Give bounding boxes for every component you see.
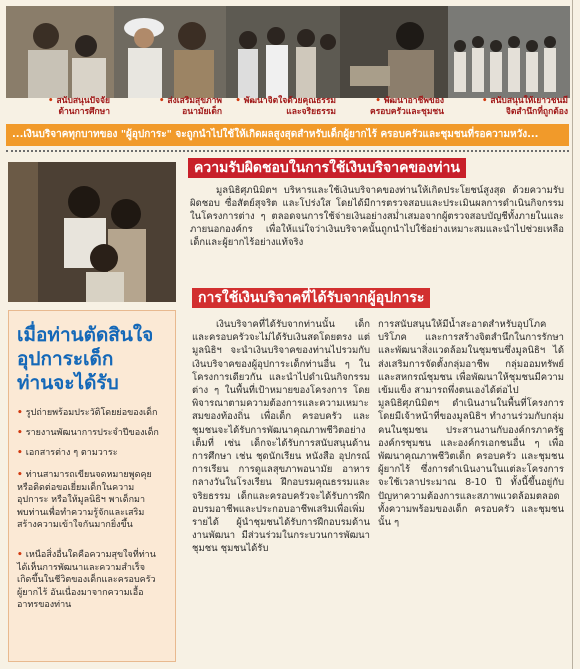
benefit-item-text: รูปถ่ายพร้อมประวัติโดยย่อของเด็ก — [25, 408, 158, 418]
banner-tagline: ...เงินบริจาคทุกบาทของ "ผู้อุปการะ" จะถูกนำไปใช้ให้เกิดผลสูงสุดสำหรับเด็กผู้ยากไร้ ครอบครัวและชุมชนที่รอความหวัง... — [6, 124, 569, 146]
benefit-item-text: รายงานพัฒนาการประจำปีของเด็ก — [25, 428, 159, 438]
benefits-box — [8, 310, 176, 662]
photo-education — [6, 6, 114, 98]
caption-livelihood: • พัฒนาอาชีพของ ครอบครัวและชุมชน — [370, 96, 444, 117]
caption-morality: • พัฒนาจิตใจด้วยคุณธรรม และจริยธรรม — [235, 96, 336, 117]
caption-health: • ส่งเสริมสุขภาพ อนามัยเด็ก — [159, 96, 222, 117]
benefit-item-text: เหนือสิ่งอื่นใดคือความสุขใจที่ท่าน ได้เห็นการพัฒนาและความสำเร็จ เกิดขึ้นในชีวิตของเด็กและครอบครัว ผู้ยากไร้ อันเนื่องมาจากความเอื้อ อาทรของท่าน — [17, 550, 156, 610]
benefits-heading: เมื่อท่านตัดสินใจ อุปการะเด็ก ท่านจะได้รับ — [17, 324, 154, 394]
section2-column-2: การสนับสนุนให้มีน้ำสะอาดสำหรับอุปโภคบริโภค และการสร้างจิตสำนึกในการรักษาและพัฒนาสิ่งแวดล้อมในชุมชนซึ่งมูลนิธิฯ ได้ส่งเสริมการจัดตั้งกลุ่มอาชีพ กลุ่มออมทรัพย์และสหกรณ์ชุมชน เพื่อพัฒนาให้ชุมชนมีความเข้มแข็ง สามารถพึ่งตนเองได้ต่อไป มูลนิธิศุภนิมิตฯ ดำเนินงานในพื้นที่โครงการโดยมีเจ้าหน้าที่ของมูลนิธิฯ ทำงานร่วมกับกลุ่มคนในชุมชน ประสานงานกับองค์กรภาครัฐ องค์กรชุมชน และองค์กรเอกชนอื่น ๆ เพื่อพัฒนาคุณภาพชีวิตเด็ก ครอบครัว และชุมชนผู้ยากไร้ ซึ่งการดำเนินงานในแต่ละโครงการจะใช้เวลาประมาณ 8-10 ปี ทั้งนี้ขึ้นอยู่กับปัญหาความต้องการและสภาพแวดล้อมตลอดทั้งความพร้อมของเด็ก ครอบครัว และชุมชนนั้น ๆ — [378, 319, 564, 529]
caption-youth: • สนับสนุนให้เยาวชนมี จิตสำนึกที่ถูกต้อง — [482, 96, 568, 117]
photo-livelihood — [340, 6, 448, 98]
benefit-item: • เอกสารต่าง ๆ ตามวาระ — [17, 448, 118, 458]
caption-morality-text: พัฒนาจิตใจด้วยคุณธรรม และจริยธรรม — [243, 96, 336, 117]
section2-column-1: เงินบริจาคที่ได้รับจากท่านนั้น เด็กและครอบครัวจะไม่ได้รับเงินสดโดยตรง แต่มูลนิธิฯ จะนำเงินบริจาคของท่านไปรวมกับเงินบริจาคของผู้อุปการะเด็กท่านอื่น ๆ ในโครงการเดียวกัน และนำไปดำเนินกิจกรรมต่าง ๆ ในพื้นที่เป้าหมายของโครงการ โดยพิจารณาตามความต้องการและความเหมาะสมของท้องถิ่น เพื่อเด็ก ครอบครัว และชุมชนจะได้รับการพัฒนาคุณภาพชีวิตอย่างเต็มที่ เช่น เด็กจะได้รับการสนับสนุนด้านการศึกษา เช่น ชุดนักเรียน หนังสือ อุปกรณ์การเรียน การดูแลสุขภาพอนามัย อาหารกลางวันในโรงเรียน ฝึกอบรมคุณธรรมและจริยธรรม เด็กและครอบครัวจะได้รับการฝึกอบรมอาชีพและประกอบอาชีพเสริมเพื่อเพิ่มรายได้ ผู้นำชุมชนได้รับการฝึกอบรมด้านงานพัฒนา มีส่วนร่วมในกระบวนการพัฒนาชุมชน ชุมชนได้รับ — [192, 319, 370, 555]
caption-livelihood-text: พัฒนาอาชีพของ ครอบครัวและชุมชน — [370, 96, 444, 117]
page-edge — [572, 0, 573, 669]
divider — [6, 150, 569, 152]
benefit-item: • รายงานพัฒนาการประจำปีของเด็ก — [17, 428, 159, 438]
photo-youth — [448, 6, 570, 98]
benefit-item: • รูปถ่ายพร้อมประวัติโดยย่อของเด็ก — [17, 408, 158, 418]
caption-education-text: สนับสนุนปัจจัย ด้านการศึกษา — [56, 96, 110, 117]
benefit-item-text: เอกสารต่าง ๆ ตามวาระ — [25, 448, 118, 458]
section1-body: มูลนิธิศุภนิมิตฯ บริหารและใช้เงินบริจาคของท่านให้เกิดประโยชน์สูงสุด ด้วยความรับผิดชอบ ซื่อสัตย์สุจริต และโปร่งใส โดยได้มีการตรวจสอบและประเมินผลการดำเนินกิจกรรมในโครงการต่าง ๆ ตลอดจนการใช้จ่ายเงินอย่างสม่ำเสมอจากผู้ตรวจสอบบัญชีทั้งภายในและภายนอกองค์กร เพื่อให้แน่ใจว่าเงินบริจาคนั้นถูกนำไปใช้อย่างเหมาะสมและนำไปช่วยเหลือเด็กและผู้ยากไร้อย่างแท้จริง — [190, 185, 564, 248]
photo-health — [114, 6, 226, 98]
caption-education: • สนับสนุนปัจจัย ด้านการศึกษา — [48, 96, 110, 117]
caption-youth-text: สนับสนุนให้เยาวชนมี จิตสำนึกที่ถูกต้อง — [490, 96, 568, 117]
caption-health-text: ส่งเสริมสุขภาพ อนามัยเด็ก — [167, 96, 222, 117]
photo-morality — [226, 6, 340, 98]
photo-children — [8, 162, 176, 302]
section2-heading: การใช้เงินบริจาคที่ได้รับจากผู้อุปการะ — [192, 288, 430, 308]
benefit-item: • ท่านสามารถเขียนจดหมายพูดคุย หรือติดต่อขอเยี่ยมเด็กในความ อุปการะ หรือให้มูลนิธิฯ พาเด็กมา พบท่านเพื่อทำความรู้จักและเสริม สร้างความเข้าใจกันมากยิ่งขึ้น — [17, 470, 152, 530]
benefit-item: • เหนือสิ่งอื่นใดคือความสุขใจที่ท่าน ได้เห็นการพัฒนาและความสำเร็จ เกิดขึ้นในชีวิตของเด็กและครอบครัว ผู้ยากไร้ อันเนื่องมาจากความเอื้อ อาทรของท่าน — [17, 550, 156, 610]
benefit-item-text: ท่านสามารถเขียนจดหมายพูดคุย หรือติดต่อขอเยี่ยมเด็กในความ อุปการะ หรือให้มูลนิธิฯ พาเด็กมา พบท่านเพื่อทำความรู้จักและเสริม สร้างความเข้าใจกันมากยิ่งขึ้น — [17, 470, 152, 530]
section1-heading: ความรับผิดชอบในการใช้เงินบริจาคของท่าน — [188, 158, 466, 178]
